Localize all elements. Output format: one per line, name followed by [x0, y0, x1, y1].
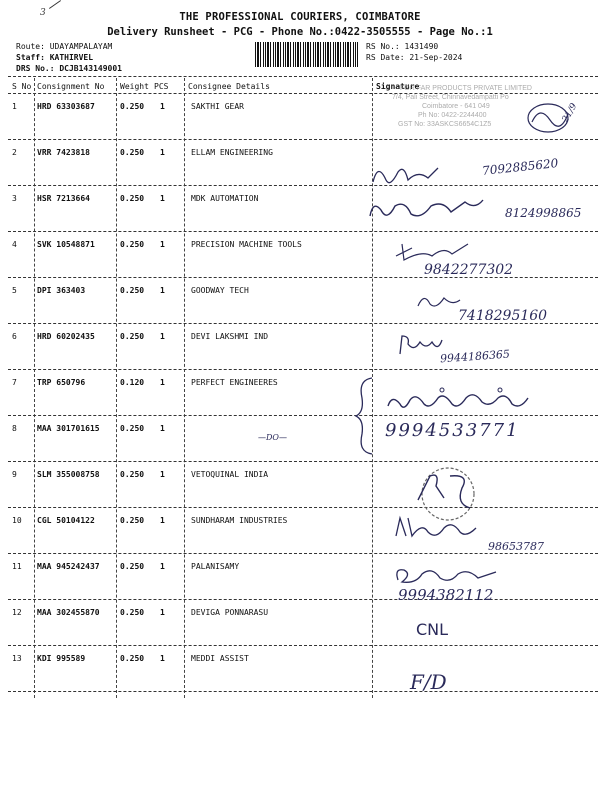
row-sno: 6: [12, 332, 17, 341]
row-weight: 0.250: [120, 562, 145, 571]
row-consignee: SUNDHARAM INDUSTRIES: [191, 516, 288, 525]
row-consignment-no: MAA 302455870: [37, 608, 100, 617]
row-sno: 3: [12, 194, 17, 203]
row-sno: 4: [12, 240, 17, 249]
row-weight: 0.250: [120, 240, 145, 249]
row-pcs: 1: [160, 240, 165, 249]
row-pcs: 1: [160, 102, 165, 111]
row-pcs: 1: [160, 286, 165, 295]
col-header-pcs: PCS: [154, 82, 169, 91]
row-consignment-no: KDI 995589: [37, 654, 86, 663]
col-header-sno: S No: [12, 82, 32, 91]
row-divider: [8, 553, 598, 554]
company-title: THE PROFESSIONAL COURIERS, COIMBATORE: [179, 11, 421, 23]
row-pcs: 1: [160, 470, 165, 479]
row-weight: 0.120: [120, 378, 145, 387]
row-consignment-no: HSR 7213664: [37, 194, 90, 203]
staff-label: Staff: KATHIRVEL: [16, 53, 94, 62]
row-pcs: 1: [160, 562, 165, 571]
row-divider: [8, 599, 598, 600]
row-consignee: DEVIGA PONNARASU: [191, 608, 269, 617]
row-consignment-no: DPI 363403: [37, 286, 86, 295]
handwritten-phone-row6: 9944186365: [439, 347, 511, 366]
row-pcs: 1: [160, 332, 165, 341]
row-sno: 5: [12, 286, 17, 295]
row-weight: 0.250: [120, 516, 145, 525]
row-consignee: GOODWAY TECH: [191, 286, 249, 295]
handwritten-phone-row8: 9994533771: [385, 420, 520, 441]
row-weight: 0.250: [120, 654, 145, 663]
col-divider: [184, 78, 185, 698]
row-pcs: 1: [160, 194, 165, 203]
handwritten-fd-row13: F/D: [410, 670, 447, 694]
row-consignment-no: SVK 10548871: [37, 240, 95, 249]
row-sno: 13: [12, 654, 22, 663]
signature-scribble-row3: [365, 196, 490, 228]
row-consignee: MDK AUTOMATION: [191, 194, 259, 203]
signature-scribble-row2: [368, 160, 443, 192]
table-top-border: [8, 76, 598, 77]
row-sno: 1: [12, 102, 17, 111]
row-consignee: DEVI LAKSHMI IND: [191, 332, 269, 341]
row-consignee: SAKTHI GEAR: [191, 102, 244, 111]
col-divider: [34, 78, 35, 698]
row-consignee: PERFECT ENGINEERES: [191, 378, 278, 387]
handwritten-phone-row4: 9842277302: [424, 262, 514, 278]
rs-date: RS Date: 21-Sep-2024: [366, 53, 463, 62]
row-consignee: —DO—: [258, 433, 287, 442]
row-consignee: PALANISAMY: [191, 562, 240, 571]
col-header-signature: Signature: [376, 82, 420, 91]
row-divider: [8, 507, 598, 508]
row-pcs: 1: [160, 654, 165, 663]
row-divider: [8, 231, 598, 232]
row-consignee: VETOQUINAL INDIA: [191, 470, 269, 479]
row-sno: 7: [12, 378, 17, 387]
stamp-line: Ph No: 0422-2244400: [418, 112, 487, 119]
row-consignment-no: SLM 355008758: [37, 470, 100, 479]
signature-tamil-script: [382, 384, 542, 420]
stamp-line: Coimbatore - 641 049: [422, 103, 490, 110]
col-header-weight: Weight: [120, 82, 149, 91]
handwritten-date: 21/9: [560, 101, 580, 125]
row-sno: 12: [12, 608, 22, 617]
row-consignment-no: CGL 50104122: [37, 516, 95, 525]
rs-number: RS No.: 1431490: [366, 42, 439, 51]
row-consignment-no: HRD 60202435: [37, 332, 95, 341]
handwritten-phone-row5: 7418295160: [458, 308, 548, 324]
signature-scribble-row6: [396, 332, 446, 358]
corner-mark: 3: [40, 8, 46, 18]
row-divider: [8, 461, 598, 462]
row-weight: 0.250: [120, 470, 145, 479]
route-label: Route: UDAYAMPALAYAM: [16, 42, 113, 51]
row-divider: [8, 185, 598, 186]
row-pcs: 1: [160, 378, 165, 387]
col-header-consignment: Consignment No: [37, 82, 105, 91]
row-consignee: MEDDI ASSIST: [191, 654, 249, 663]
row-divider: [8, 369, 598, 370]
row-pcs: 1: [160, 608, 165, 617]
row-consignee: ELLAM ENGINEERING: [191, 148, 273, 157]
signature-scribble-row4: [392, 240, 472, 264]
row-consignment-no: MAA 301701615: [37, 424, 100, 433]
handwritten-phone-row10: 98653787: [488, 540, 544, 553]
row-consignment-no: HRD 63303687: [37, 102, 95, 111]
row-weight: 0.250: [120, 286, 145, 295]
row-divider: [8, 691, 598, 692]
signature-scribble-row11: [392, 562, 502, 588]
row-consignment-no: VRR 7423818: [37, 148, 90, 157]
row-sno: 11: [12, 562, 22, 571]
row-sno: 10: [12, 516, 22, 525]
row-weight: 0.250: [120, 194, 145, 203]
row-weight: 0.250: [120, 102, 145, 111]
row-weight: 0.250: [120, 608, 145, 617]
row-consignee: PRECISION MACHINE TOOLS: [191, 240, 302, 249]
brace-rows7-8: [350, 374, 380, 456]
corner-stroke: [49, 0, 61, 9]
barcode: [255, 42, 358, 67]
row-sno: 9: [12, 470, 17, 479]
row-pcs: 1: [160, 424, 165, 433]
row-sno: 2: [12, 148, 17, 157]
stamp-line: FOR FAR PRODUCTS PRIVATE LIMITED: [400, 85, 532, 92]
col-divider: [116, 78, 117, 698]
stamp-line: 7/4, Pali Street, Chinnavedampatti Po: [392, 94, 509, 101]
row-weight: 0.250: [120, 148, 145, 157]
handwritten-phone-row3: 8124998865: [505, 206, 582, 220]
stamp-line: GST No: 33ASKCS6654C1Z5: [398, 121, 492, 128]
row-weight: 0.250: [120, 332, 145, 341]
drs-number: DRS No.: DCJB143149001: [16, 64, 122, 73]
signature-scribble-row10: [392, 512, 482, 542]
row-consignment-no: MAA 945242437: [37, 562, 100, 571]
row-divider: [8, 645, 598, 646]
runsheet-title: Delivery Runsheet - PCG - Phone No.:0422-3505555 - Page No.:1: [107, 26, 493, 38]
row-consignment-no: TRP 650796: [37, 378, 86, 387]
col-header-consignee: Consignee Details: [188, 82, 270, 91]
handwritten-phone-row11: 9994382112: [398, 586, 494, 604]
handwritten-phone-row2: 7092885620: [481, 156, 559, 178]
signature-scribble-row5: [414, 290, 464, 312]
row-pcs: 1: [160, 148, 165, 157]
row-sno: 8: [12, 424, 17, 433]
handwritten-cnl-row12: CNL: [416, 620, 449, 639]
row-pcs: 1: [160, 516, 165, 525]
row-weight: 0.250: [120, 424, 145, 433]
